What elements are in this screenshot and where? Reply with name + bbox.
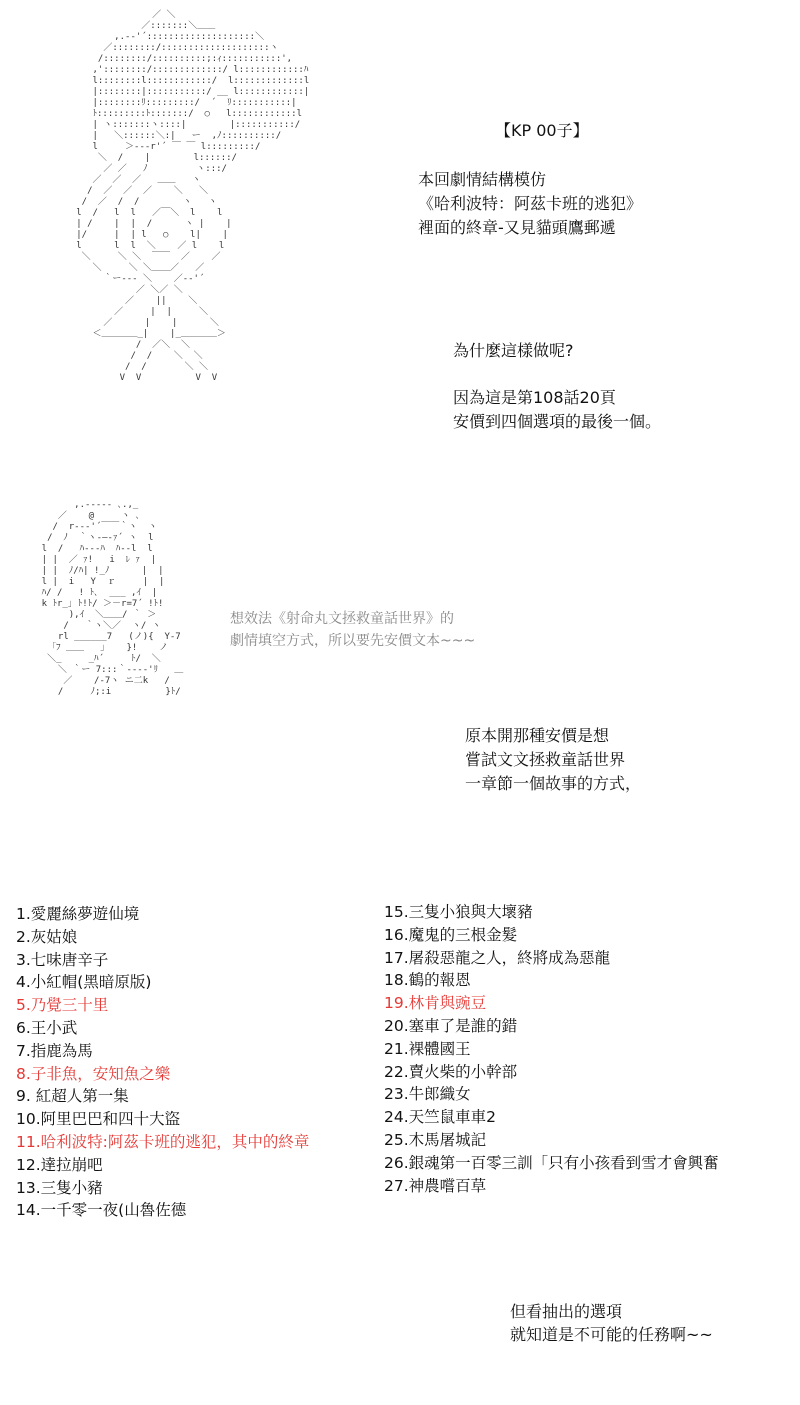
intro-line: 本回劇情結構模仿 [418, 170, 547, 189]
option-item: 26.銀魂第一百零三訓「只有小孩看到雪才會興奮 [384, 1153, 719, 1172]
aside-note [230, 608, 475, 652]
intro-line: 裡面的終章-又見貓頭鷹郵遞 [418, 218, 616, 237]
options-list-left [16, 903, 309, 1222]
aside-line: 劇情填空方式，所以要先安價文本~~~ [230, 633, 476, 649]
option-item: 16.魔鬼的三根金髮 [384, 925, 518, 944]
option-item: 23.牛郎織女 [384, 1085, 471, 1104]
closing-paragraph [510, 1300, 713, 1346]
option-item: 6.王小武 [16, 1018, 78, 1037]
option-item: 2.灰姑娘 [16, 927, 78, 946]
option-item: 21.裸體國王 [384, 1039, 471, 1058]
option-item: 22.賣火柴的小幹部 [384, 1062, 518, 1081]
option-item: 20.塞車了是誰的錯 [384, 1016, 518, 1035]
answer-line: 安價到四個選項的最後一個。 [453, 412, 662, 431]
original-idea-line: 原本開那種安價是想 [465, 726, 610, 745]
ascii-art-character-bottom: ,.-‐‐‐- ､.,_ ／ @ ヽ ､ / r‐-‐'´￣￣｀ヽ ヽ / ﾉ ｀ヽ-―-ｧ´ ヽ l l / ﾊ--‐ﾊ ﾊ--l l | | ／ ｧ! i ﾚ ｧ | | | ﾉ/ﾊ| !_ﾉ | | l | i Y ｒ | | ﾊ/ / ! ﾄ､ ___ ,ｲ | k ﾄr_｣ ﾄ!ﾄ/ ＞－r=7´ !ﾄ! ),ｲ ＼＿＿/ ｀ ＞ / ｀ヽ＼／ ヽ/ ヽ rl ______7 (ノ){ Y-7 「ﾌ ＿＿ ｣ }! ノ ＼_ _ﾊ´ ﾄ/ ＼ ＼ ｀ー 7:::｀‐--‐'ﾘ ＿ ／ /-7ヽ ニ二k / / ﾉ;:i }ﾄ/ [41, 500, 184, 697]
option-item-highlighted: 11.哈利波特:阿茲卡班的逃犯，其中的終章 [16, 1132, 310, 1151]
intro-paragraph [418, 168, 642, 240]
option-item-highlighted: 8.子非魚，安知魚之樂 [16, 1064, 171, 1083]
option-item-highlighted: 5.乃覺三十里 [16, 996, 109, 1015]
options-list-right [384, 901, 719, 1197]
option-item: 24.天竺鼠車車2 [384, 1108, 497, 1127]
closing-line: 但看抽出的選項 [510, 1302, 623, 1321]
answer-line: 因為這是第108話20頁 [453, 388, 616, 407]
option-item-highlighted: 19.林肯與豌豆 [384, 994, 487, 1013]
option-item: 13.三隻小豬 [16, 1178, 103, 1197]
option-item: 27.神農嚐百草 [384, 1176, 487, 1195]
option-item: 4.小紅帽(黑暗原版) [16, 973, 152, 992]
option-item: 18.鶴的報恩 [384, 971, 471, 990]
original-idea-paragraph [465, 724, 641, 796]
option-item: 10.阿里巴巴和四十大盜 [16, 1110, 181, 1129]
option-item: 12.達拉崩吧 [16, 1155, 103, 1174]
original-idea-line: 嘗試文文拯救童話世界 [465, 750, 626, 769]
option-item: 15.三隻小狼與大壞豬 [384, 903, 533, 921]
closing-line: 就知道是不可能的任務啊~~ [510, 1325, 713, 1344]
option-item: 9. 紅超人第一集 [16, 1087, 129, 1106]
option-item: 7.指鹿為馬 [16, 1041, 93, 1060]
aside-line: 想效法《射命丸文拯救童話世界》的 [230, 611, 454, 627]
option-item: 3.七味唐辛子 [16, 950, 109, 969]
option-item: 14.一千零一夜(山魯佐德 [16, 1201, 187, 1220]
original-idea-line: 一章節一個故事的方式， [465, 774, 642, 793]
question-text: 為什麼這樣做呢? [453, 341, 574, 360]
option-item: 17.屠殺惡龍之人，終將成為惡龍 [384, 948, 611, 967]
option-item: 25.木馬屠城記 [384, 1130, 487, 1149]
answer-paragraph [453, 386, 661, 434]
ascii-art-character-top: ／ ＼ ／:::::::＼＿＿ ,.-‐'´::::::::::::::::::::＼ ／::::::::/::::::::::::::::::::ヽ /::::::::/::::::::::;:ｨ:::::::::::', ,'::::::::/:::::::::::::/ l::::::::::::ﾊ l::::::::l::::::::::::/ l:::::::::::::l |::::::::|:::::::::::/ __ l::::::::::::| |::::::::ﾘ:::::::::/ ´ ﾘ:::::::::::| ﾄ:::::::::ﾄ:::::::/ ○ l::::::::::::l | ヽ:::::::ヽ::::| |:::::::::::/ | ＼::::::＼:| ー ,ﾉ::::::::::/ l ＞‐-‐r'´ ￣ ￣ l:::::::::/ ＼ / | l::::::/ ／ ／ ﾉ ヽ:::/ ／ ／ ／ ＿＿ ヽ / ／ ／ ／ ＼ ＼ / ／ / / ヽ ヽ l / l l ／￣＼ l l | / | | / ヽ | | |/ | | l ○ l| | l l l ＼ ／ l l ＼ ＼ ＼ ￣￣ ／ ／ ＼ ＼ ＼＿＿／ ／ ｀ー‐-‐ ＼ ／‐‐'´ ／ ＼／ ＼ ／ || ＼ ／ | | ＼ ／ | | ＼ ＜＿＿＿＿_| |_＿＿＿＿＞ / ／＼ ＼ / / ＼ ＼ / / ＼ ＼ V V V V [76, 10, 310, 383]
intro-line: 《哈利波特：阿茲卡班的逃犯》 [418, 194, 643, 213]
option-item: 1.愛麗絲夢遊仙境 [16, 905, 140, 923]
kp-label: 【KP 00子】 [495, 121, 589, 140]
